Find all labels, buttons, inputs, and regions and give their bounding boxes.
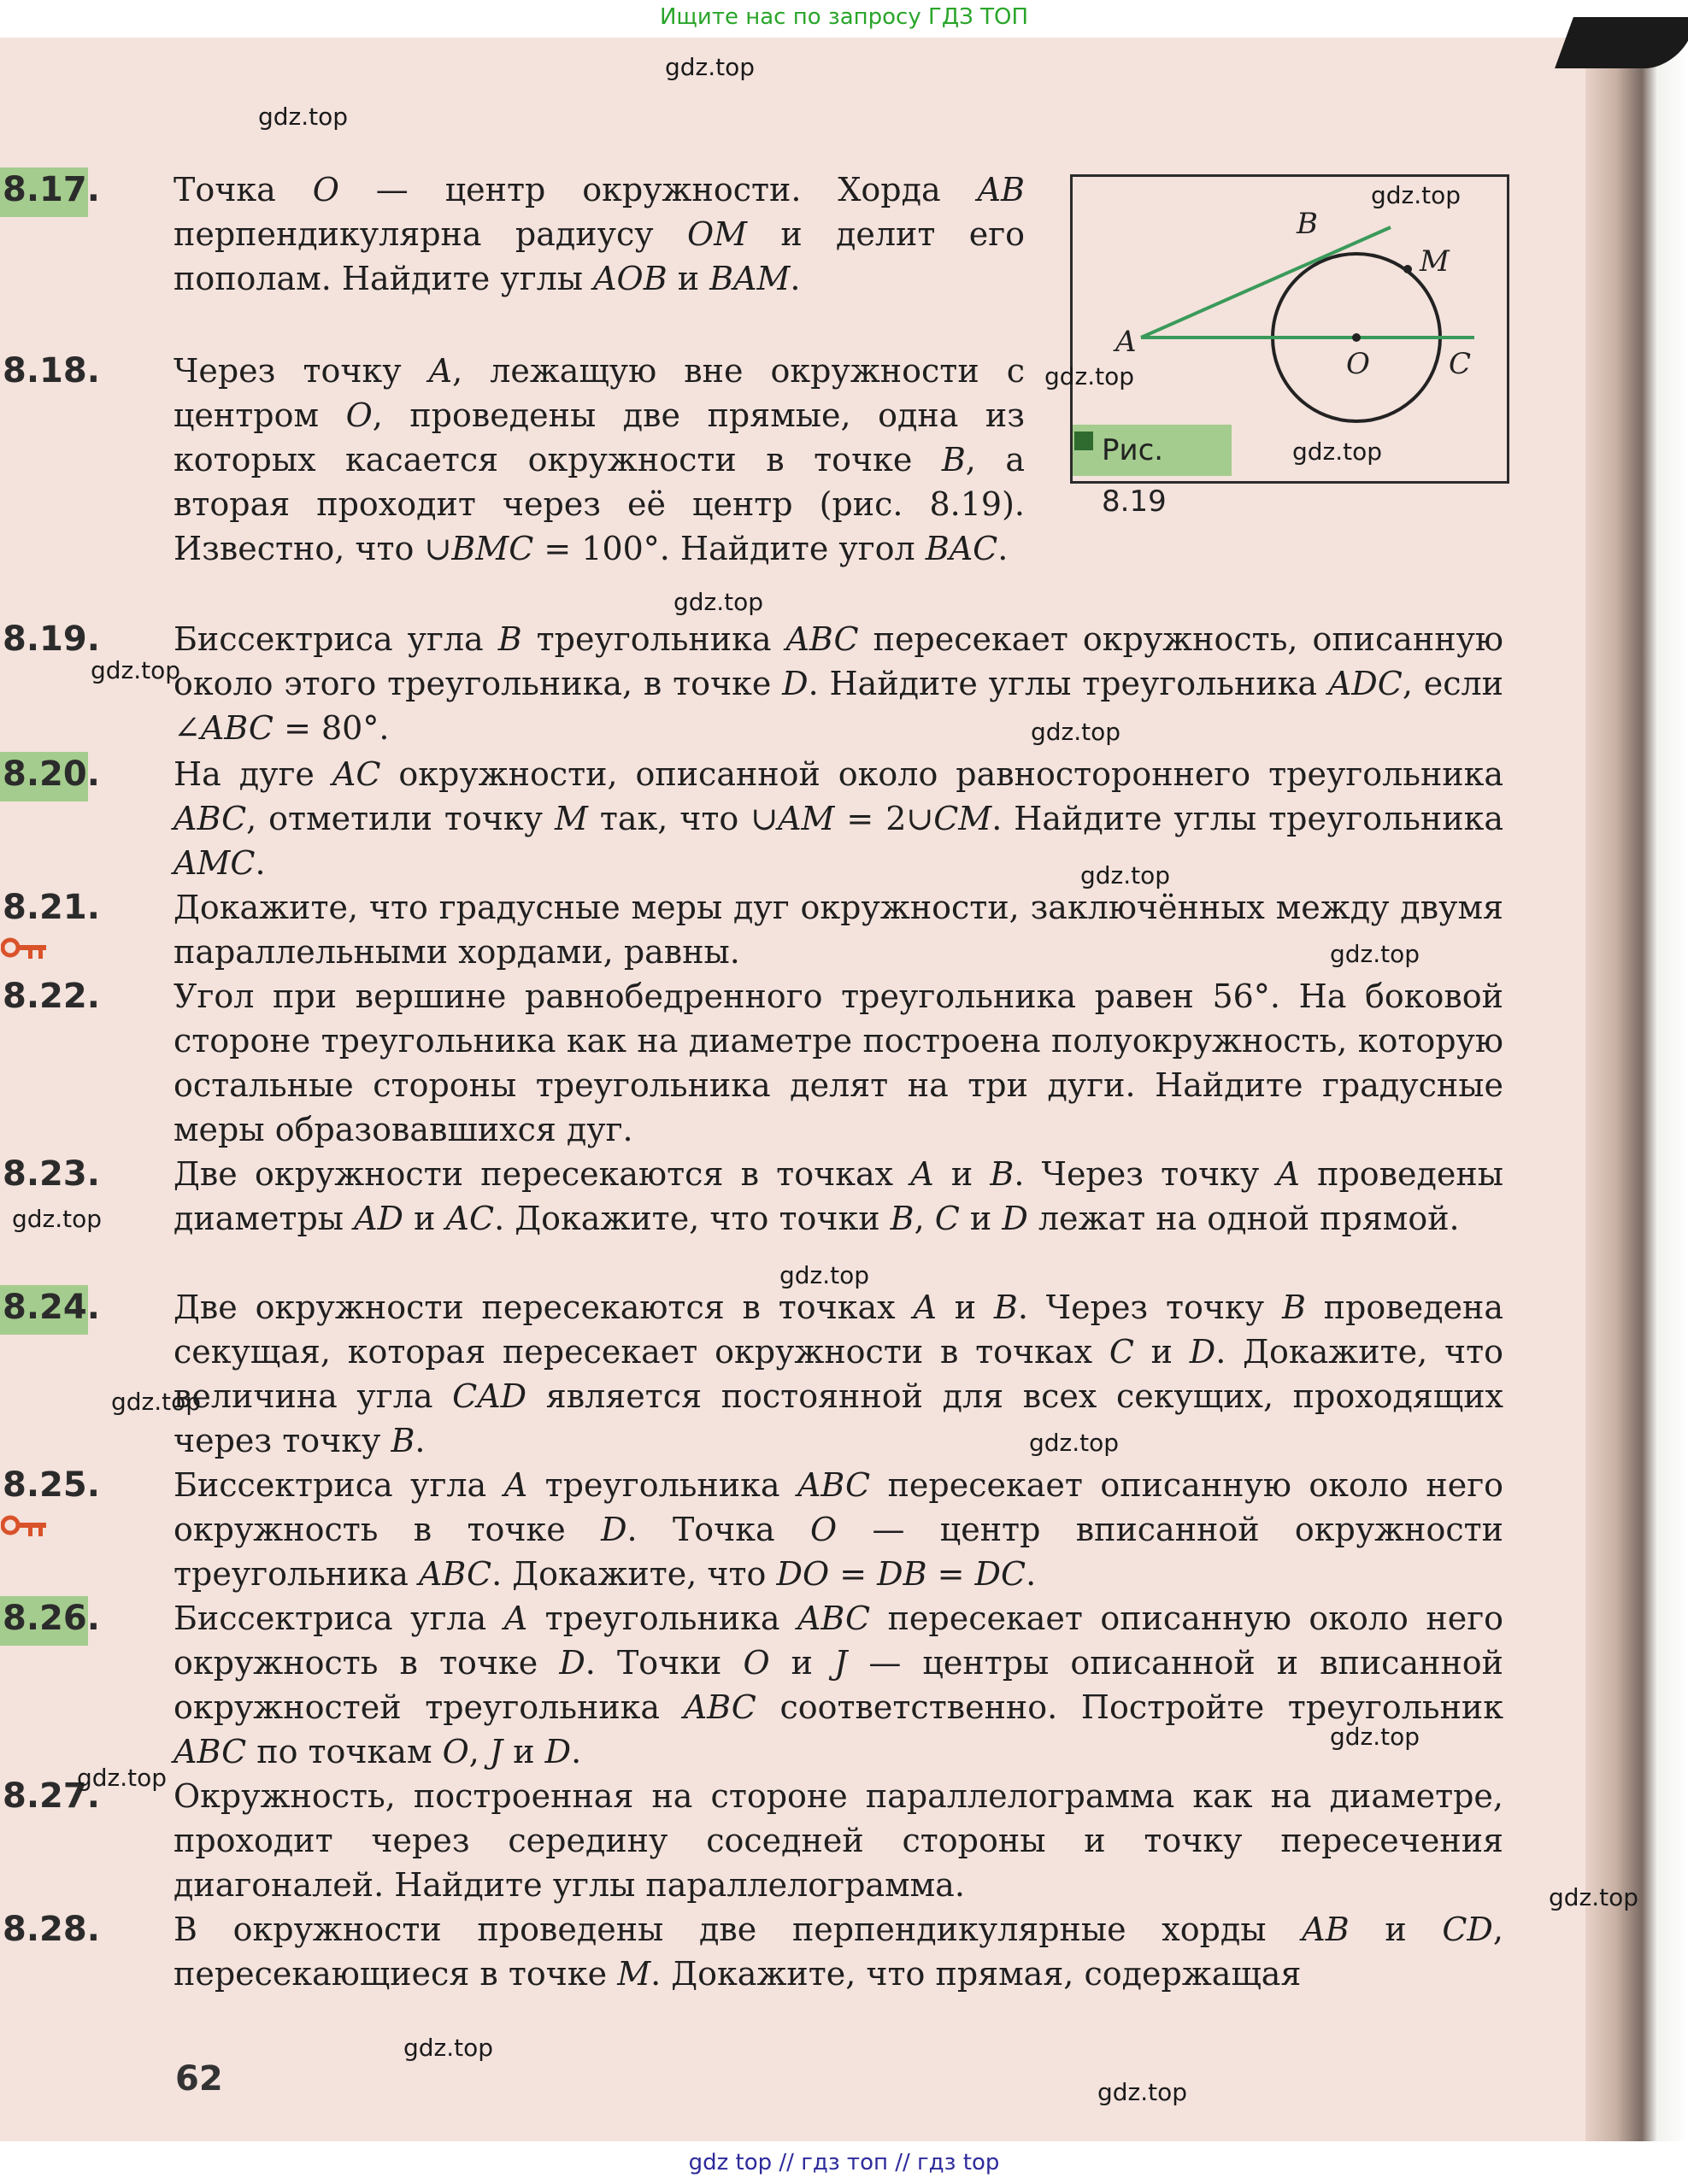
spine-shadow (1555, 17, 1688, 68)
watermark: gdz.top (1330, 940, 1420, 968)
problem-8-25 (3, 1463, 1504, 1596)
problem-8-17 (3, 167, 1026, 301)
problem-number: 8.17. (0, 167, 88, 217)
key-icon (1, 1514, 49, 1540)
watermark: gdz.top (77, 1764, 168, 1792)
point-m (1403, 265, 1412, 273)
problem-8-28 (3, 1907, 1503, 1996)
problem-text: Биссектриса угла A треугольника ABC пересекает описанную около него окружность в точке D. Точки O и J — центры описанной и вписанной окружностей треугольника ABC соответственно. Постройте треугольник ABC по точкам O, J и D. (174, 1600, 1504, 1770)
label-c: C (1449, 347, 1472, 381)
problem-number: 8.27. (3, 1776, 100, 1816)
problem-text: Две окружности пересекаются в точках A и B. Через точку A проведены диаметры AD и AC. Докажите, что точки B, C и D лежат на одной прямой. (174, 1155, 1503, 1237)
problem-number: 8.20. (0, 752, 88, 801)
figure-caption: Рис. 8.19 (1073, 425, 1232, 476)
label-m: M (1420, 244, 1450, 279)
problem-8-22 (3, 974, 1503, 1152)
problem-number: 8.26. (0, 1596, 88, 1646)
watermark: gdz.top (1330, 1723, 1420, 1751)
problem-text: Угол при вершине равнобедренного треугольника равен 56°. На боковой стороне треугольника как на диаметре построена полуокружность, которую остальные стороны треугольника делят на три дуги. Найдите градусные меры образовавшихся дуг. (174, 978, 1503, 1148)
watermark: gdz.top (673, 588, 764, 616)
problem-number: 8.25. (3, 1465, 100, 1505)
problem-number: 8.18. (3, 351, 100, 390)
problem-8-18 (3, 349, 1025, 571)
watermark: gdz.top (403, 2034, 494, 2062)
bottom-watermark-bar: gdz top // гдз топ // гдз top (0, 2141, 1688, 2184)
watermark: gdz.top (1097, 2078, 1188, 2106)
problem-number: 8.24. (0, 1285, 88, 1335)
problem-number: 8.28. (3, 1910, 100, 1949)
problem-text: Биссектриса угла A треугольника ABC пересекает описанную около него окружность в точке D. Точка O — центр вписанной окружности треугольника ABC. Докажите, что DO = DB = DC. (174, 1466, 1504, 1593)
watermark: gdz.top (779, 1261, 870, 1289)
watermark: gdz.top (91, 656, 181, 684)
watermark: gdz.top (1371, 181, 1462, 209)
watermark: gdz.top (12, 1205, 103, 1233)
problem-text: Биссектриса угла B треугольника ABC пересекает окружность, описанную около этого треугольника, в точке D. Найдите углы треугольника ADC, если ∠ABC = 80°. (174, 620, 1504, 747)
watermark: gdz.top (1292, 437, 1383, 466)
figure-8-19 (1070, 174, 1509, 519)
key-icon (1, 936, 49, 962)
problem-text: На дуге AC окружности, описанной около равностороннего треугольника ABC, отметили точку M так, что ∪AM = 2∪CM. Найдите углы треугольника AMC. (174, 755, 1503, 882)
problem-text: Докажите, что градусные меры дуг окружности, заключённых между двумя параллельными хордами, равны. (174, 889, 1503, 971)
problem-8-21 (3, 885, 1503, 974)
problem-text: Две окружности пересекаются в точках A и B. Через точку B проведена секущая, которая пересекает окружности в точках C и D. Докажите, что величина угла CAD является постоянной для всех секущих, проходящих через точку B. (174, 1289, 1503, 1459)
watermark: gdz.top (1549, 1883, 1639, 1911)
watermark: gdz.top (1044, 362, 1135, 390)
top-banner: Ищите нас по запросу ГДЗ ТОП (659, 4, 1029, 30)
watermark: gdz.top (1080, 861, 1171, 889)
problem-number: 8.23. (3, 1154, 100, 1194)
problem-number: 8.19. (3, 619, 100, 659)
watermark: gdz.top (665, 53, 756, 81)
problem-text: Точка O — центр окружности. Хорда AB перпендикулярна радиусу OM и делит его пополам. Найдите углы AOB и BAM. (174, 171, 1026, 297)
problem-8-26 (3, 1596, 1504, 1774)
label-b: B (1297, 207, 1318, 241)
label-o: O (1346, 347, 1370, 381)
tangent-line (1141, 227, 1391, 338)
problem-text: Через точку A, лежащую вне окружности с центром O, проведены две прямые, одна из которых касается окружности в точке B, а вторая проходит через её центр (рис. 8.19). Известно, что ∪BMC = 100°. Найдите угол BAC. (174, 352, 1025, 567)
problem-8-20 (3, 752, 1503, 885)
watermark: gdz.top (111, 1388, 202, 1416)
problem-number: 8.22. (3, 977, 100, 1016)
problem-text: Окружность, построенная на стороне параллелограмма как на диаметре, проходит через середину соседней стороны и точку пересечения диагоналей. Найдите углы параллелограмма. (174, 1777, 1503, 1904)
page-number: 62 (175, 2059, 223, 2099)
label-a: A (1115, 325, 1137, 359)
watermark: gdz.top (1029, 1429, 1120, 1457)
book-spine (1585, 38, 1688, 2141)
center-point (1352, 333, 1361, 342)
problem-number: 8.21. (3, 888, 100, 927)
problem-text: В окружности проведены две перпендикулярные хорды AB и CD, пересекающиеся в точке M. Докажите, что прямая, содержащая (174, 1911, 1503, 1993)
figure-marker (1074, 432, 1093, 450)
watermark: gdz.top (258, 103, 349, 131)
watermark: gdz.top (1031, 718, 1121, 746)
